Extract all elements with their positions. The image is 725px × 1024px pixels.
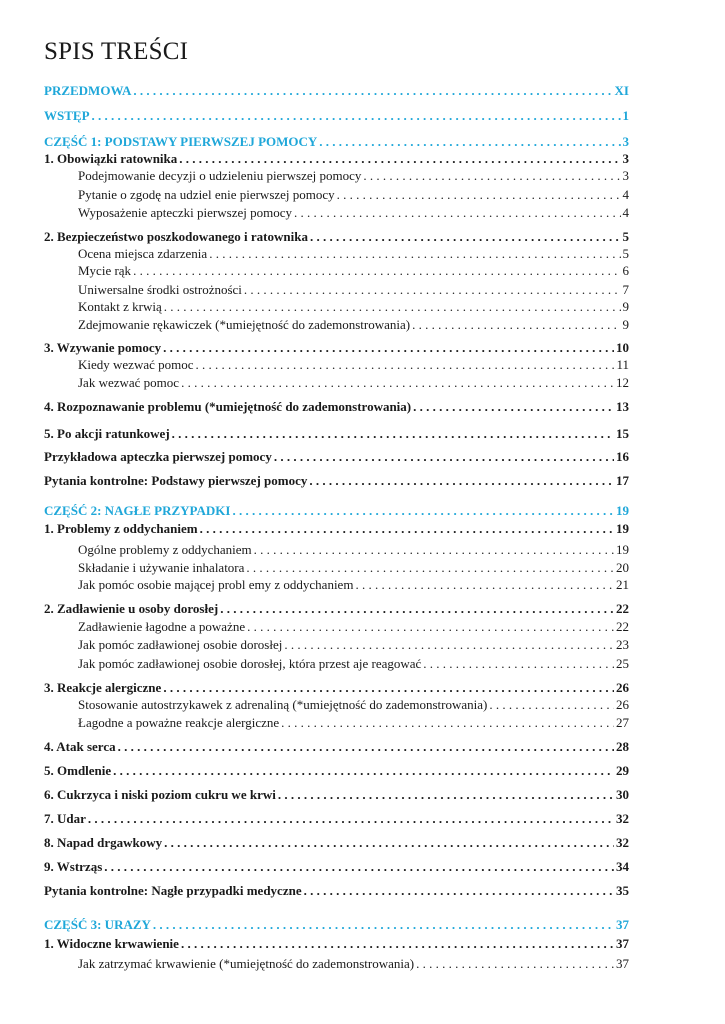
toc-entry-label: 8. Napad drgawkowy (44, 835, 163, 850)
toc-part-heading (44, 916, 629, 934)
toc-chapter-entry (44, 398, 629, 416)
toc-entry-label: Stosowanie autostrzykawek z adrenaliną (*umiejętność do zademonstrowania) (78, 697, 488, 712)
toc-entry-label: 5. Po akcji ratunkowej (44, 426, 170, 441)
dot-leader (416, 955, 614, 973)
toc-page-number: 22 (616, 601, 629, 616)
toc-chapter-entry (44, 762, 629, 780)
toc-entry-label: 2. Zadławienie u osoby dorosłej (44, 601, 219, 616)
toc-chapter-entry (44, 339, 629, 357)
toc-page-number: 37 (616, 956, 629, 971)
dot-leader (355, 576, 614, 594)
toc-chapter-entry (44, 738, 629, 756)
toc-page-number: 3 (622, 151, 629, 166)
dot-leader (337, 186, 621, 204)
toc-entry-label: Mycie rąk (78, 263, 132, 278)
toc-subsection-entry (78, 167, 629, 185)
toc-page-number: XI (614, 83, 629, 98)
toc-chapter-entry (44, 810, 629, 828)
toc-entry-label: Podejmowanie decyzji o udzieleniu pierwszej pomocy (78, 168, 362, 183)
toc-entry-label: Pytania kontrolne: Podstawy pierwszej pomocy (44, 473, 308, 488)
dot-leader (294, 204, 621, 222)
toc-chapter-entry (44, 425, 629, 443)
toc-entry-label: Łagodne a poważne reakcje alergiczne (78, 715, 280, 730)
toc-page-number: 3 (622, 134, 629, 149)
toc-entry-label: Jak pomóc osobie mającej probl emy z oddychaniem (78, 577, 354, 592)
toc-entry-label: 9. Wstrząs (44, 859, 103, 874)
toc-part-heading (44, 107, 629, 125)
toc-entry-label: Jak zatrzymać krwawienie (*umiejętność do zademonstrowania) (78, 956, 415, 971)
toc-entry-label: PRZEDMOWA (44, 83, 132, 98)
toc-subsection-entry (78, 245, 629, 263)
toc-entry-label: 3. Wzywanie pomocy (44, 340, 162, 355)
toc-chapter-entry (44, 520, 629, 538)
toc-chapter-entry (44, 882, 629, 900)
toc-page-number: 5 (622, 246, 629, 261)
toc-entry-label: Pytanie o zgodę na udziel enie pierwszej pomocy (78, 187, 335, 202)
toc-entry-label: Jak pomóc zadławionej osobie dorosłej (78, 637, 283, 652)
toc-page-number: 30 (616, 787, 629, 802)
toc-page-number: 13 (616, 399, 629, 414)
toc-entry-label: 1. Widoczne krwawienie (44, 936, 179, 951)
toc-entry-label: Kiedy wezwać pomoc (78, 357, 194, 372)
toc-page-number: 16 (616, 449, 629, 464)
toc-chapter-entry (44, 448, 629, 466)
toc-page-number: 5 (622, 229, 629, 244)
toc-chapter-entry (44, 150, 629, 168)
toc-entry-label: Wyposażenie apteczki pierwszej pomocy (78, 205, 292, 220)
dot-leader (310, 228, 621, 246)
toc-page-number: 20 (616, 560, 629, 575)
dot-leader (232, 502, 614, 520)
dot-leader (319, 133, 620, 151)
toc-page-number: 6 (622, 263, 629, 278)
toc-page-number: 9 (622, 317, 629, 332)
toc-page-number: 37 (616, 936, 629, 951)
dot-leader (281, 714, 614, 732)
toc-page-number: 32 (616, 835, 629, 850)
dot-leader (412, 316, 620, 334)
dot-leader (133, 82, 612, 100)
dot-leader (118, 738, 614, 756)
toc-page-number: 34 (616, 859, 629, 874)
toc-part-heading (44, 133, 629, 151)
toc-entry-label: Kontakt z krwią (78, 299, 162, 314)
toc-subsection-entry (78, 714, 629, 732)
toc-page-number: 26 (616, 697, 629, 712)
toc-entry-label: Jak pomóc zadławionej osobie dorosłej, która przest aje reagować (78, 656, 422, 671)
dot-leader (164, 834, 614, 852)
dot-leader (363, 167, 620, 185)
toc-subsection-entry (78, 655, 629, 673)
dot-leader (413, 398, 614, 416)
dot-leader (88, 810, 614, 828)
toc-page-number: 11 (616, 357, 629, 372)
toc-entry-label: 2. Bezpieczeństwo poszkodowanego i ratownika (44, 229, 308, 244)
toc-subsection-entry (78, 576, 629, 594)
dot-leader (284, 636, 614, 654)
toc-page-number: 19 (616, 542, 629, 557)
dot-leader (181, 374, 614, 392)
dot-leader (113, 762, 614, 780)
toc-page-number: 23 (616, 637, 629, 652)
toc-subsection-entry (78, 262, 629, 280)
dot-leader (423, 655, 614, 673)
toc-page-number: 22 (616, 619, 629, 634)
toc-page-number: 37 (616, 917, 629, 932)
toc-part-heading (44, 502, 629, 520)
toc-chapter-entry (44, 228, 629, 246)
dot-leader (200, 520, 614, 538)
toc-entry-label: 4. Atak serca (44, 739, 116, 754)
toc-entry-label: 7. Udar (44, 811, 86, 826)
toc-subsection-entry (78, 696, 629, 714)
toc-page-number: 1 (622, 108, 629, 123)
dot-leader (209, 245, 620, 263)
toc-page-number: 28 (616, 739, 629, 754)
toc-page-number: 4 (622, 187, 629, 202)
dot-leader (246, 559, 614, 577)
dot-leader (304, 882, 614, 900)
toc-subsection-entry (78, 559, 629, 577)
dot-leader (179, 150, 620, 168)
toc-chapter-entry (44, 472, 629, 490)
toc-chapter-entry (44, 834, 629, 852)
toc-entry-label: Przykładowa apteczka pierwszej pomocy (44, 449, 272, 464)
dot-leader (164, 298, 621, 316)
dot-leader (196, 356, 615, 374)
toc-subsection-entry (78, 316, 629, 334)
dot-leader (153, 916, 614, 934)
toc-entry-label: Ogólne problemy z oddychaniem (78, 542, 252, 557)
toc-entry-label: WSTĘP (44, 108, 90, 123)
toc-entry-label: Zdejmowanie rękawiczek (*umiejętność do zademonstrowania) (78, 317, 411, 332)
toc-subsection-entry (78, 281, 629, 299)
toc-page-number: 10 (616, 340, 629, 355)
toc-entry-label: 4. Rozpoznawanie problemu (*umiejętność do zademonstrowania) (44, 399, 412, 414)
toc-page-number: 27 (616, 715, 629, 730)
toc-page-number: 19 (616, 503, 629, 518)
toc-page-number: 9 (622, 299, 629, 314)
toc-page-number: 32 (616, 811, 629, 826)
toc-entry-label: Jak wezwać pomoc (78, 375, 180, 390)
dot-leader (163, 679, 614, 697)
dot-leader (309, 472, 614, 490)
toc-page-number: 4 (622, 205, 629, 220)
toc-entry-label: Ocena miejsca zdarzenia (78, 246, 208, 261)
toc-chapter-entry (44, 858, 629, 876)
toc-entry-label: 3. Reakcje alergiczne (44, 680, 162, 695)
toc-entry-label: Uniwersalne środki ostrożności (78, 282, 242, 297)
toc-subsection-entry (78, 298, 629, 316)
toc-subsection-entry (78, 186, 629, 204)
dot-leader (254, 541, 614, 559)
toc-subsection-entry (78, 374, 629, 392)
dot-leader (489, 696, 614, 714)
dot-leader (172, 425, 614, 443)
toc-entry-label: Pytania kontrolne: Nagłe przypadki medyczne (44, 883, 302, 898)
dot-leader (181, 935, 614, 953)
toc-entry-label: CZĘŚĆ 2: NAGŁE PRZYPADKI (44, 503, 231, 518)
toc-entry-label: Zadławienie łagodne a poważne (78, 619, 246, 634)
dot-leader (274, 448, 614, 466)
toc-entry-label: CZĘŚĆ 1: PODSTAWY PIERWSZEJ POMOCY (44, 134, 318, 149)
toc-entry-label: 1. Obowiązki ratownika (44, 151, 178, 166)
toc-page-number: 25 (616, 656, 629, 671)
dot-leader (163, 339, 614, 357)
dot-leader (278, 786, 614, 804)
toc-page-number: 7 (622, 282, 629, 297)
toc-page-number: 19 (616, 521, 629, 536)
toc-subsection-entry (78, 204, 629, 222)
dot-leader (244, 281, 621, 299)
toc-page-number: 35 (616, 883, 629, 898)
toc-page-number: 21 (616, 577, 629, 592)
page-title: SPIS TREŚCI (44, 38, 189, 65)
toc-subsection-entry (78, 356, 629, 374)
toc-entry-label: 5. Omdlenie (44, 763, 112, 778)
dot-leader (133, 262, 620, 280)
toc-page-number: 12 (616, 375, 629, 390)
toc-entry-label: 1. Problemy z oddychaniem (44, 521, 198, 536)
toc-subsection-entry (78, 636, 629, 654)
toc-chapter-entry (44, 786, 629, 804)
toc-subsection-entry (78, 955, 629, 973)
dot-leader (220, 600, 614, 618)
dot-leader (104, 858, 614, 876)
toc-subsection-entry (78, 618, 629, 636)
toc-part-heading (44, 82, 629, 100)
toc-page-number: 15 (616, 426, 629, 441)
toc-entry-label: 6. Cukrzyca i niski poziom cukru we krwi (44, 787, 276, 802)
toc-chapter-entry (44, 600, 629, 618)
toc-subsection-entry (78, 541, 629, 559)
toc-page-number: 29 (616, 763, 629, 778)
toc-chapter-entry (44, 935, 629, 953)
toc-entry-label: Składanie i używanie inhalatora (78, 560, 245, 575)
toc-chapter-entry (44, 679, 629, 697)
dot-leader (247, 618, 614, 636)
toc-entry-label: CZĘŚĆ 3: URAZY (44, 917, 151, 932)
toc-page-number: 26 (616, 680, 629, 695)
toc-page-number: 17 (616, 473, 629, 488)
dot-leader (92, 107, 621, 125)
toc-page-number: 3 (622, 168, 629, 183)
